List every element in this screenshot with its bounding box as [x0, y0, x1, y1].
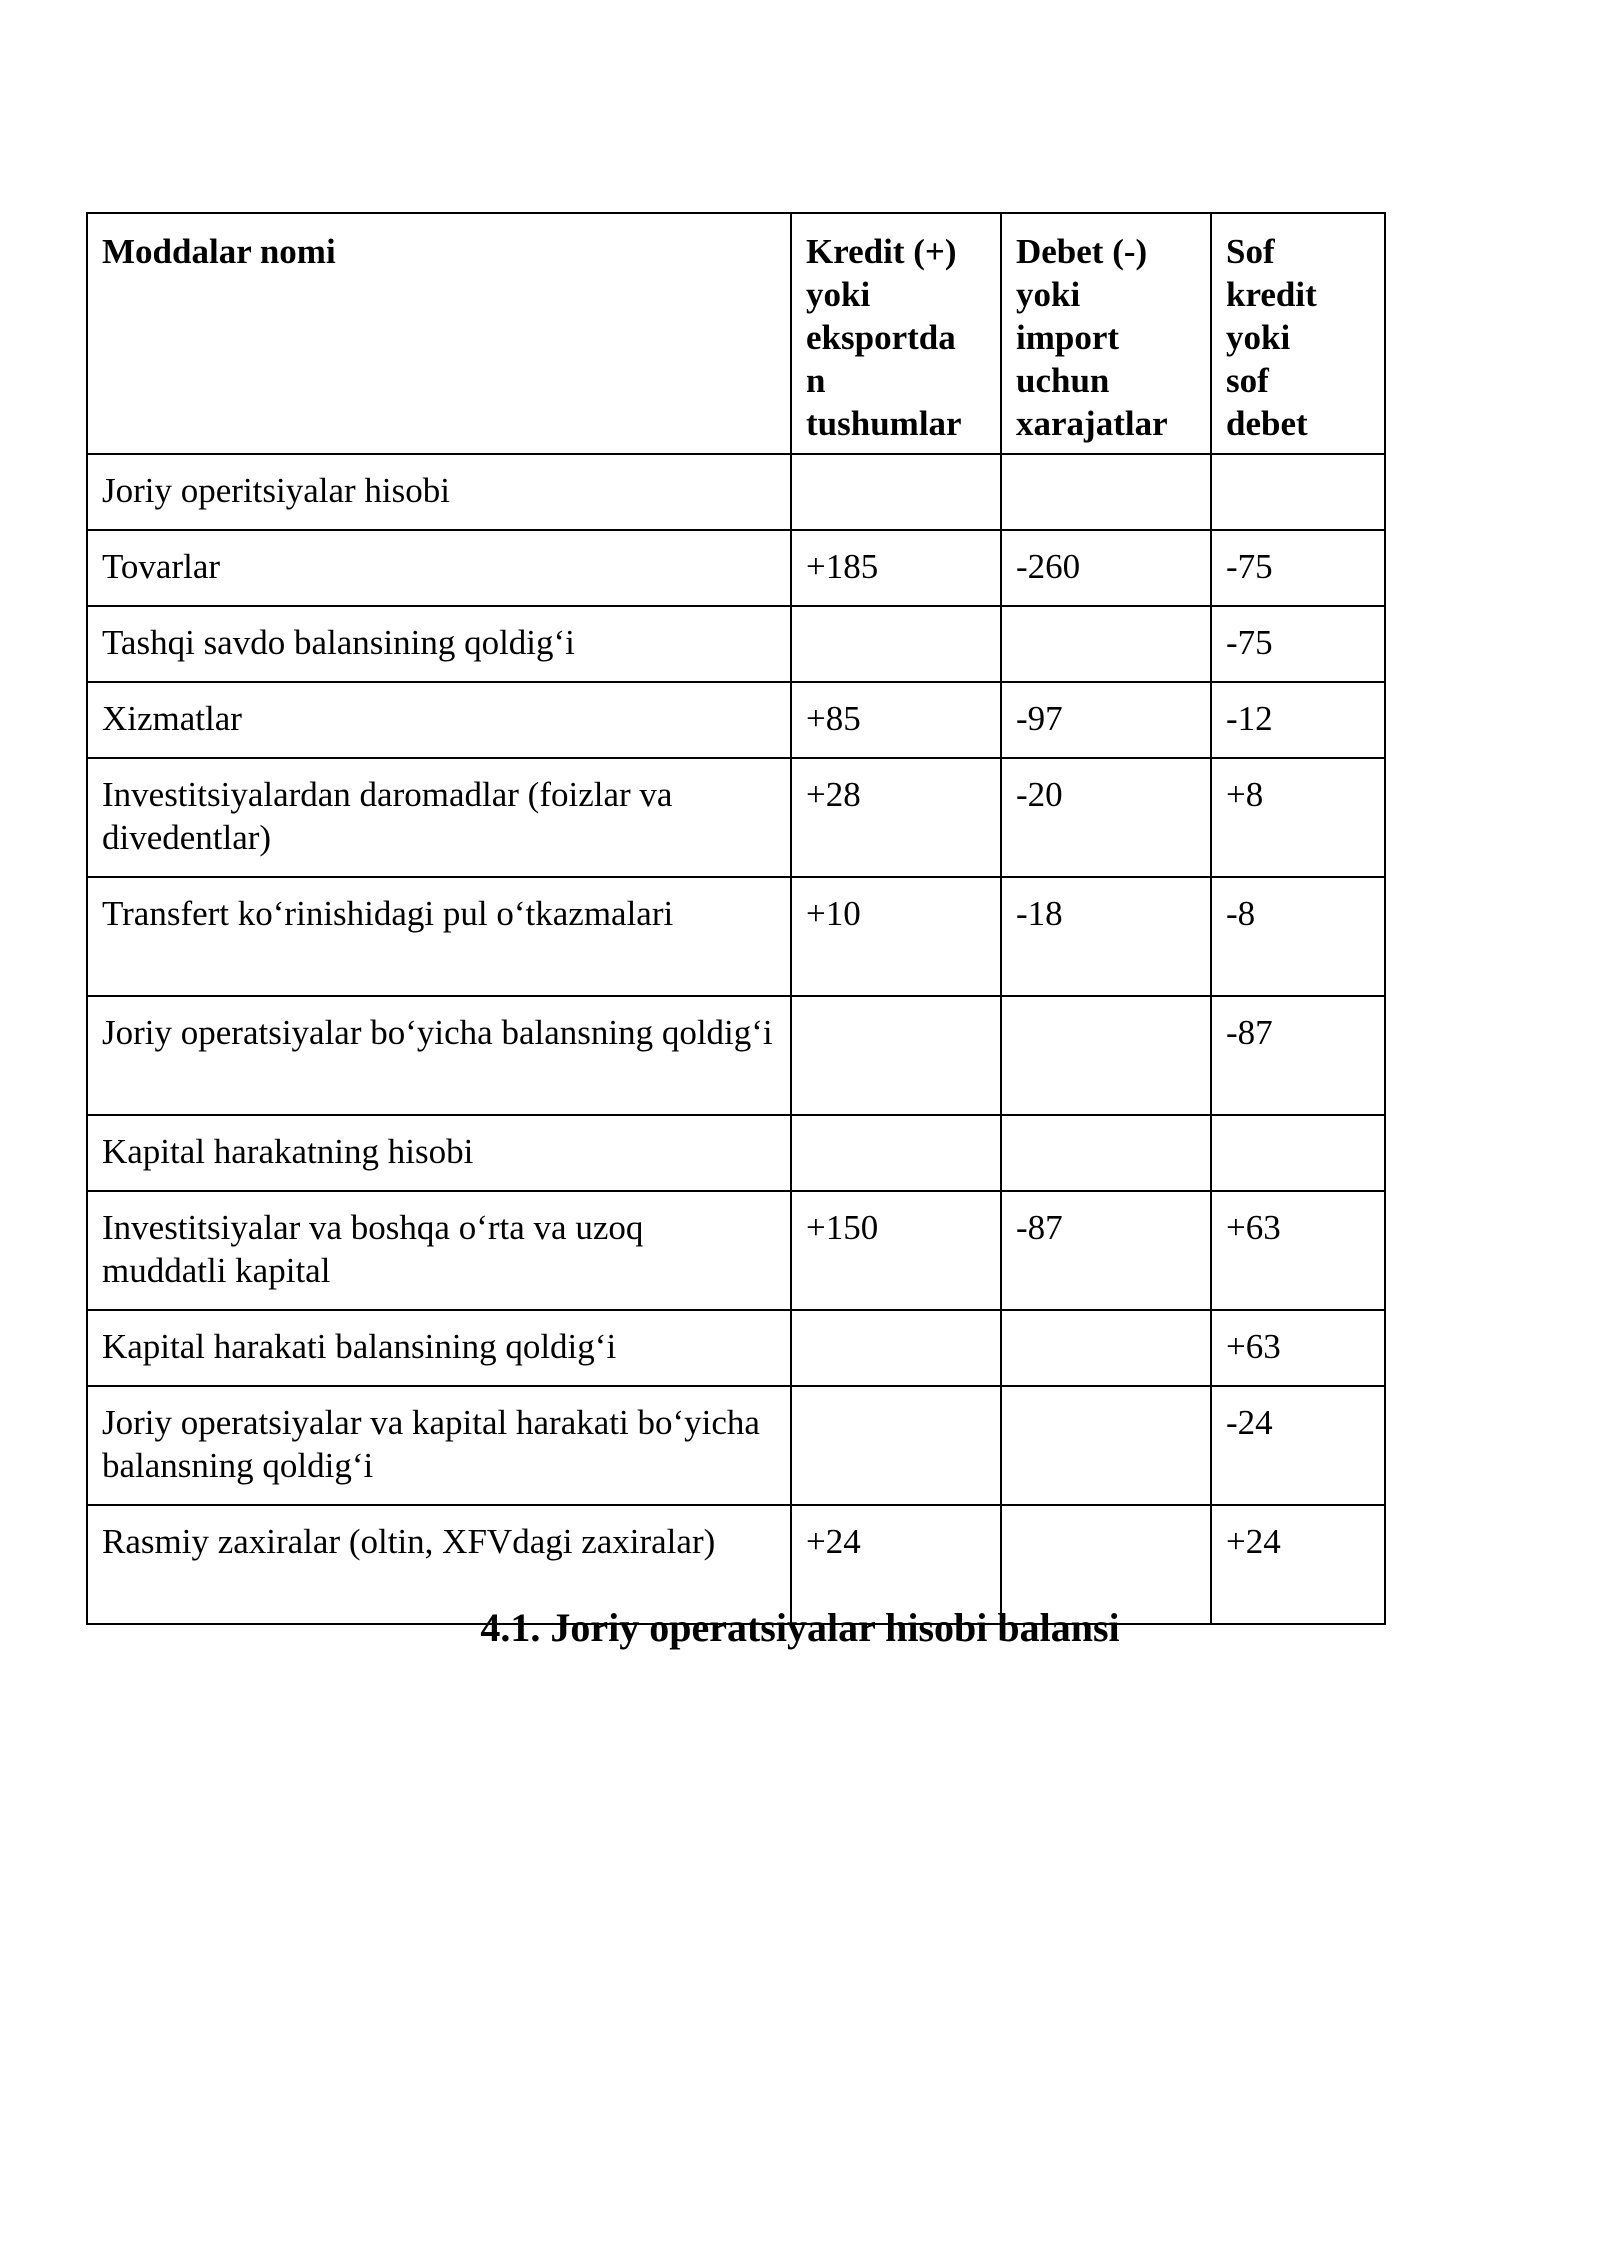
- table-row: [87, 758, 1385, 877]
- row-sof: -24: [1211, 1386, 1385, 1505]
- row-sof: -8: [1211, 877, 1385, 996]
- header-sof: Sof kredit yoki sof debet: [1211, 213, 1385, 454]
- row-kredit: [791, 1115, 1001, 1191]
- row-name: Joriy operatsiyalar va kapital harakati bo‘yicha balansning qoldig‘i: [87, 1386, 791, 1505]
- table-caption: 4.1. Joriy operatsiyalar hisobi balansi: [480, 1605, 1120, 1650]
- row-sof: +63: [1211, 1191, 1385, 1310]
- row-sof: [1211, 454, 1385, 530]
- row-sof: -75: [1211, 530, 1385, 606]
- table-row: [87, 1191, 1385, 1310]
- row-debet: [1001, 1310, 1211, 1386]
- table-row: [87, 606, 1385, 682]
- row-name: Rasmiy zaxiralar (oltin, XFVdagi zaxiralar): [87, 1505, 791, 1624]
- row-debet: [1001, 1115, 1211, 1191]
- row-kredit: +85: [791, 682, 1001, 758]
- header-kredit: Kredit (+) yoki eksportda n tushumlar: [791, 213, 1001, 454]
- row-sof: -87: [1211, 996, 1385, 1115]
- row-debet: [1001, 1386, 1211, 1505]
- row-kredit: +150: [791, 1191, 1001, 1310]
- row-name: Kapital harakatning hisobi: [87, 1115, 791, 1191]
- row-sof: +63: [1211, 1310, 1385, 1386]
- row-sof: -12: [1211, 682, 1385, 758]
- table-row: [87, 454, 1385, 530]
- row-debet: -18: [1001, 877, 1211, 996]
- row-debet: -97: [1001, 682, 1211, 758]
- table-row: [87, 1386, 1385, 1505]
- row-debet: [1001, 454, 1211, 530]
- row-sof: -75: [1211, 606, 1385, 682]
- row-name: Tashqi savdo balansining qoldig‘i: [87, 606, 791, 682]
- row-name: Transfert ko‘rinishidagi pul o‘tkazmalari: [87, 877, 791, 996]
- table-row: [87, 877, 1385, 996]
- row-name: Xizmatlar: [87, 682, 791, 758]
- row-debet: [1001, 606, 1211, 682]
- row-debet: -20: [1001, 758, 1211, 877]
- row-kredit: +10: [791, 877, 1001, 996]
- row-kredit: [791, 996, 1001, 1115]
- row-name: Investitsiyalar va boshqa o‘rta va uzoq muddatli kapital: [87, 1191, 791, 1310]
- row-debet: -87: [1001, 1191, 1211, 1310]
- row-name: Joriy operatsiyalar bo‘yicha balansning qoldig‘i: [87, 996, 791, 1115]
- row-sof: +8: [1211, 758, 1385, 877]
- row-kredit: +28: [791, 758, 1001, 877]
- row-debet: [1001, 996, 1211, 1115]
- table-row: [87, 1115, 1385, 1191]
- row-name: Tovarlar: [87, 530, 791, 606]
- table-row: [87, 682, 1385, 758]
- row-kredit: +24: [791, 1505, 1001, 1624]
- row-name: Joriy operitsiyalar hisobi: [87, 454, 791, 530]
- row-sof: [1211, 1115, 1385, 1191]
- row-kredit: [791, 454, 1001, 530]
- row-kredit: [791, 1310, 1001, 1386]
- row-kredit: [791, 1386, 1001, 1505]
- table-row: [87, 996, 1385, 1115]
- row-name: Investitsiyalardan daromadlar (foizlar va divedentlar): [87, 758, 791, 877]
- table-row: [87, 1310, 1385, 1386]
- header-moddalar-nomi: Moddalar nomi: [87, 213, 791, 454]
- row-sof: +24: [1211, 1505, 1385, 1624]
- row-debet: -260: [1001, 530, 1211, 606]
- table-header-row: [87, 213, 1385, 454]
- balance-table: [86, 212, 1386, 1625]
- table-row: [87, 530, 1385, 606]
- row-kredit: [791, 606, 1001, 682]
- row-name: Kapital harakati balansining qoldig‘i: [87, 1310, 791, 1386]
- header-debet: Debet (-) yoki import uchun xarajatlar: [1001, 213, 1211, 454]
- row-kredit: +185: [791, 530, 1001, 606]
